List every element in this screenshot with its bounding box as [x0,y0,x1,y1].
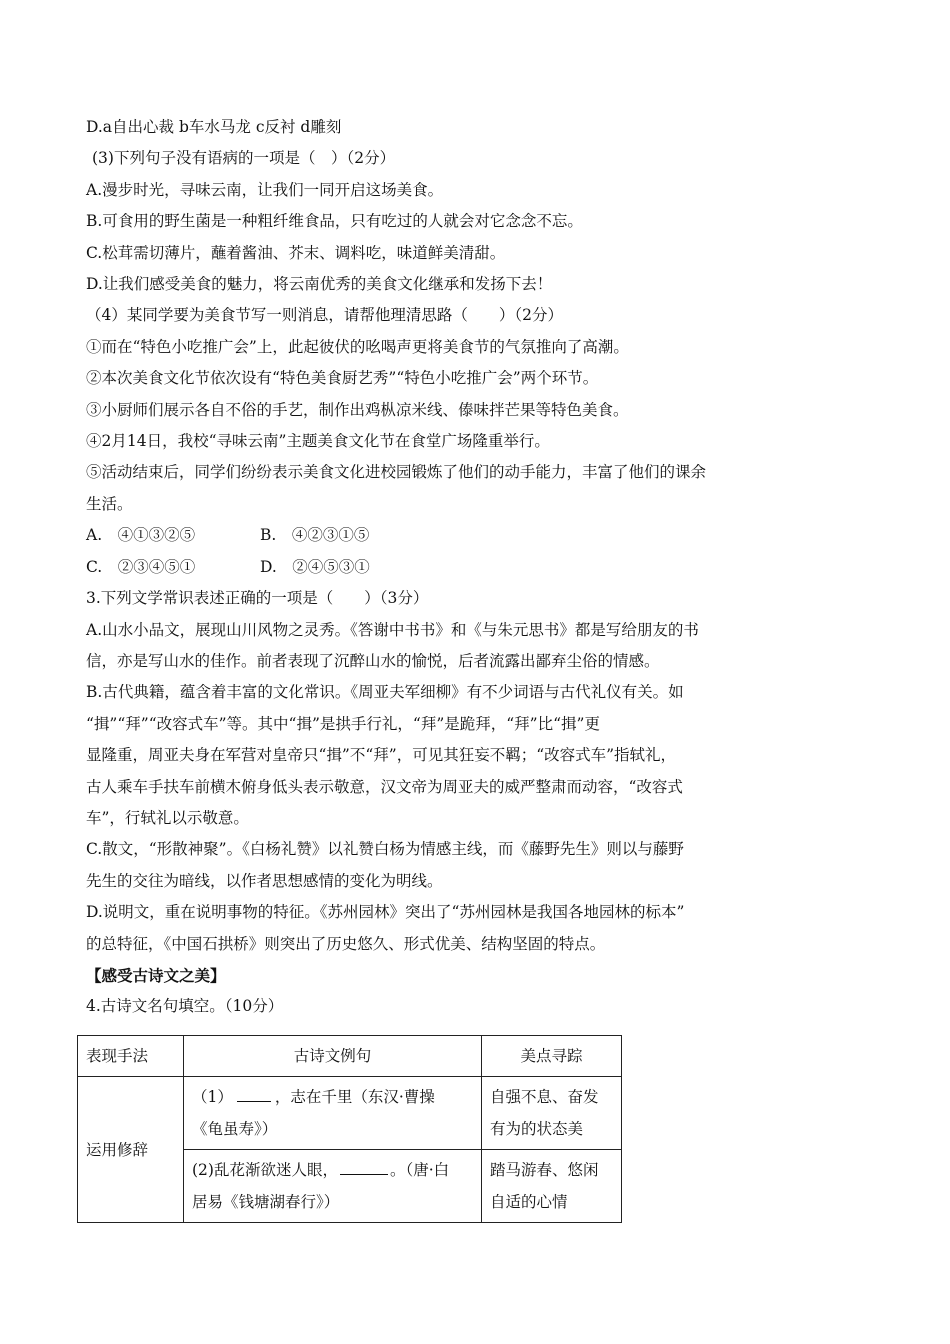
beauty-1-line1: 自强不息、奋发 [490,1088,599,1106]
method-cell: 运用修辞 [78,1077,184,1223]
header-method: 表现手法 [78,1036,184,1077]
sentence-cell-2 [184,1150,482,1223]
beauty-1-line2: 有为的状态美 [490,1120,584,1138]
item-4: ④2月14日，我校“寻味云南”主题美食文化节在食堂广场隆重举行。 [86,432,550,451]
poem-table [77,1035,622,1223]
q3-a-line2: 信，亦是写山水的佳作。前者表现了沉醉山水的愉悦，后者流露出鄙弃尘俗的情感。 [86,651,660,670]
question-3: 3.下列文学常识表述正确的一项是（ ）（3分） [86,589,429,608]
option-b: B. ④②③①⑤ [260,526,370,545]
q3-d-line1: D.说明文，重在说明事物的特征。《苏州园林》突出了“苏州园林是我国各地园林的标本” [86,903,685,922]
beauty-cell-2 [482,1150,622,1223]
options-row-2 [86,552,766,583]
header-sentence: 古诗文例句 [184,1036,482,1077]
question-3-sub: (3)下列句子没有语病的一项是（ ）（2分） [92,149,396,168]
blank-2[interactable] [340,1160,388,1175]
beauty-cell-1 [482,1077,622,1150]
q3-a-line1: A.山水小品文，展现山川风物之灵秀。《答谢中书书》和《与朱元思书》都是写给朋友的书 [86,620,699,639]
q3-b-line4: 古人乘车手扶车前横木俯身低头表示敬意，汉文帝为周亚夫的威严整肃而动容，“改容式 [86,777,683,796]
blank-1[interactable] [237,1087,271,1102]
option-c: C. ②③④⑤① [86,557,196,576]
option-b-q3sub: B.可食用的野生菌是一种粗纤维食品，只有吃过的人就会对它念念不忘。 [86,212,583,231]
option-d-q2: D.a自出心裁 b车水马龙 c反衬 d雕刻 [86,118,342,136]
option-d: D. ②④⑤③① [260,557,370,576]
beauty-2-line2: 自适的心情 [490,1193,568,1211]
sentence-1-source: 《龟虽寿》） [192,1120,278,1138]
sentence-2-prefix: (2)乱花渐欲迷人眼， [192,1161,338,1179]
question-4: 4.古诗文名句填空。（10分） [86,997,284,1016]
option-a-q3sub: A.漫步时光，寻味云南，让我们一同开启这场美食。 [86,180,444,199]
sentence-2-rest: 。（唐·白 [389,1161,450,1179]
q3-b-line5: 车”，行轼礼以示敬意。 [86,808,249,827]
sentence-1-rest: ，志在千里（东汉·曹操 [274,1088,435,1106]
item-1: ①而在“特色小吃推广会”上，此起彼伏的吆喝声更将美食节的气氛推向了高潮。 [86,337,629,356]
q3-c-line1: C.散文，“形散神聚”。《白杨礼赞》以礼赞白杨为情感主线，而《藤野先生》则以与藤野 [86,840,684,859]
question-4-sub: （4）某同学要为美食节写一则消息，请帮他理清思路（ ）（2分） [86,306,563,325]
item-5: ⑤活动结束后，同学们纷纷表示美食文化进校园锻炼了他们的动手能力，丰富了他们的课余 [86,463,707,482]
q3-b-line1: B.古代典籍，蕴含着丰富的文化常识。《周亚夫军细柳》有不少词语与古代礼仪有关。如 [86,683,684,702]
beauty-2-line1: 踏马游春、悠闲 [490,1161,599,1179]
q3-c-line2: 先生的交往为暗线，以作者思想感情的变化为明线。 [86,871,443,890]
q3-b-line3: 显隆重，周亚夫身在军营对皇帝只“揖”不“拜”，可见其狂妄不羁；“改容式车”指轼礼， [86,746,677,765]
q3-b-line2: “揖”“拜”“改容式车”等。其中“揖”是拱手行礼，“拜”是跪拜，“拜”比“揖”更 [86,714,600,733]
item-2: ②本次美食文化节依次设有“特色美食厨艺秀”“特色小吃推广会”两个环节。 [86,369,599,388]
sentence-cell-1 [184,1077,482,1150]
table-row [78,1077,622,1150]
header-beauty: 美点寻踪 [482,1036,622,1077]
q3-d-line2: 的总特征，《中国石拱桥》则突出了历史悠久、形式优美、结构坚固的特点。 [86,934,606,953]
option-a: A. ④①③②⑤ [86,526,196,545]
sentence-2-source: 居易《钱塘湖春行》） [192,1193,340,1211]
item-5-cont: 生活。 [86,494,133,513]
option-d-q3sub: D.让我们感受美食的魅力，将云南优秀的美食文化继承和发扬下去！ [86,275,553,294]
item-3: ③小厨师们展示各自不俗的手艺，制作出鸡枞凉米线、傣味拌芒果等特色美食。 [86,400,629,419]
section-title: 【感受古诗文之美】 [86,965,226,985]
document-body [86,112,766,1023]
option-c-q3sub: C.松茸需切薄片，蘸着酱油、芥末、调料吃，味道鲜美清甜。 [86,243,506,262]
table-header-row [78,1036,622,1077]
sentence-1-prefix: （1） [192,1088,233,1106]
options-row-1 [86,520,766,551]
